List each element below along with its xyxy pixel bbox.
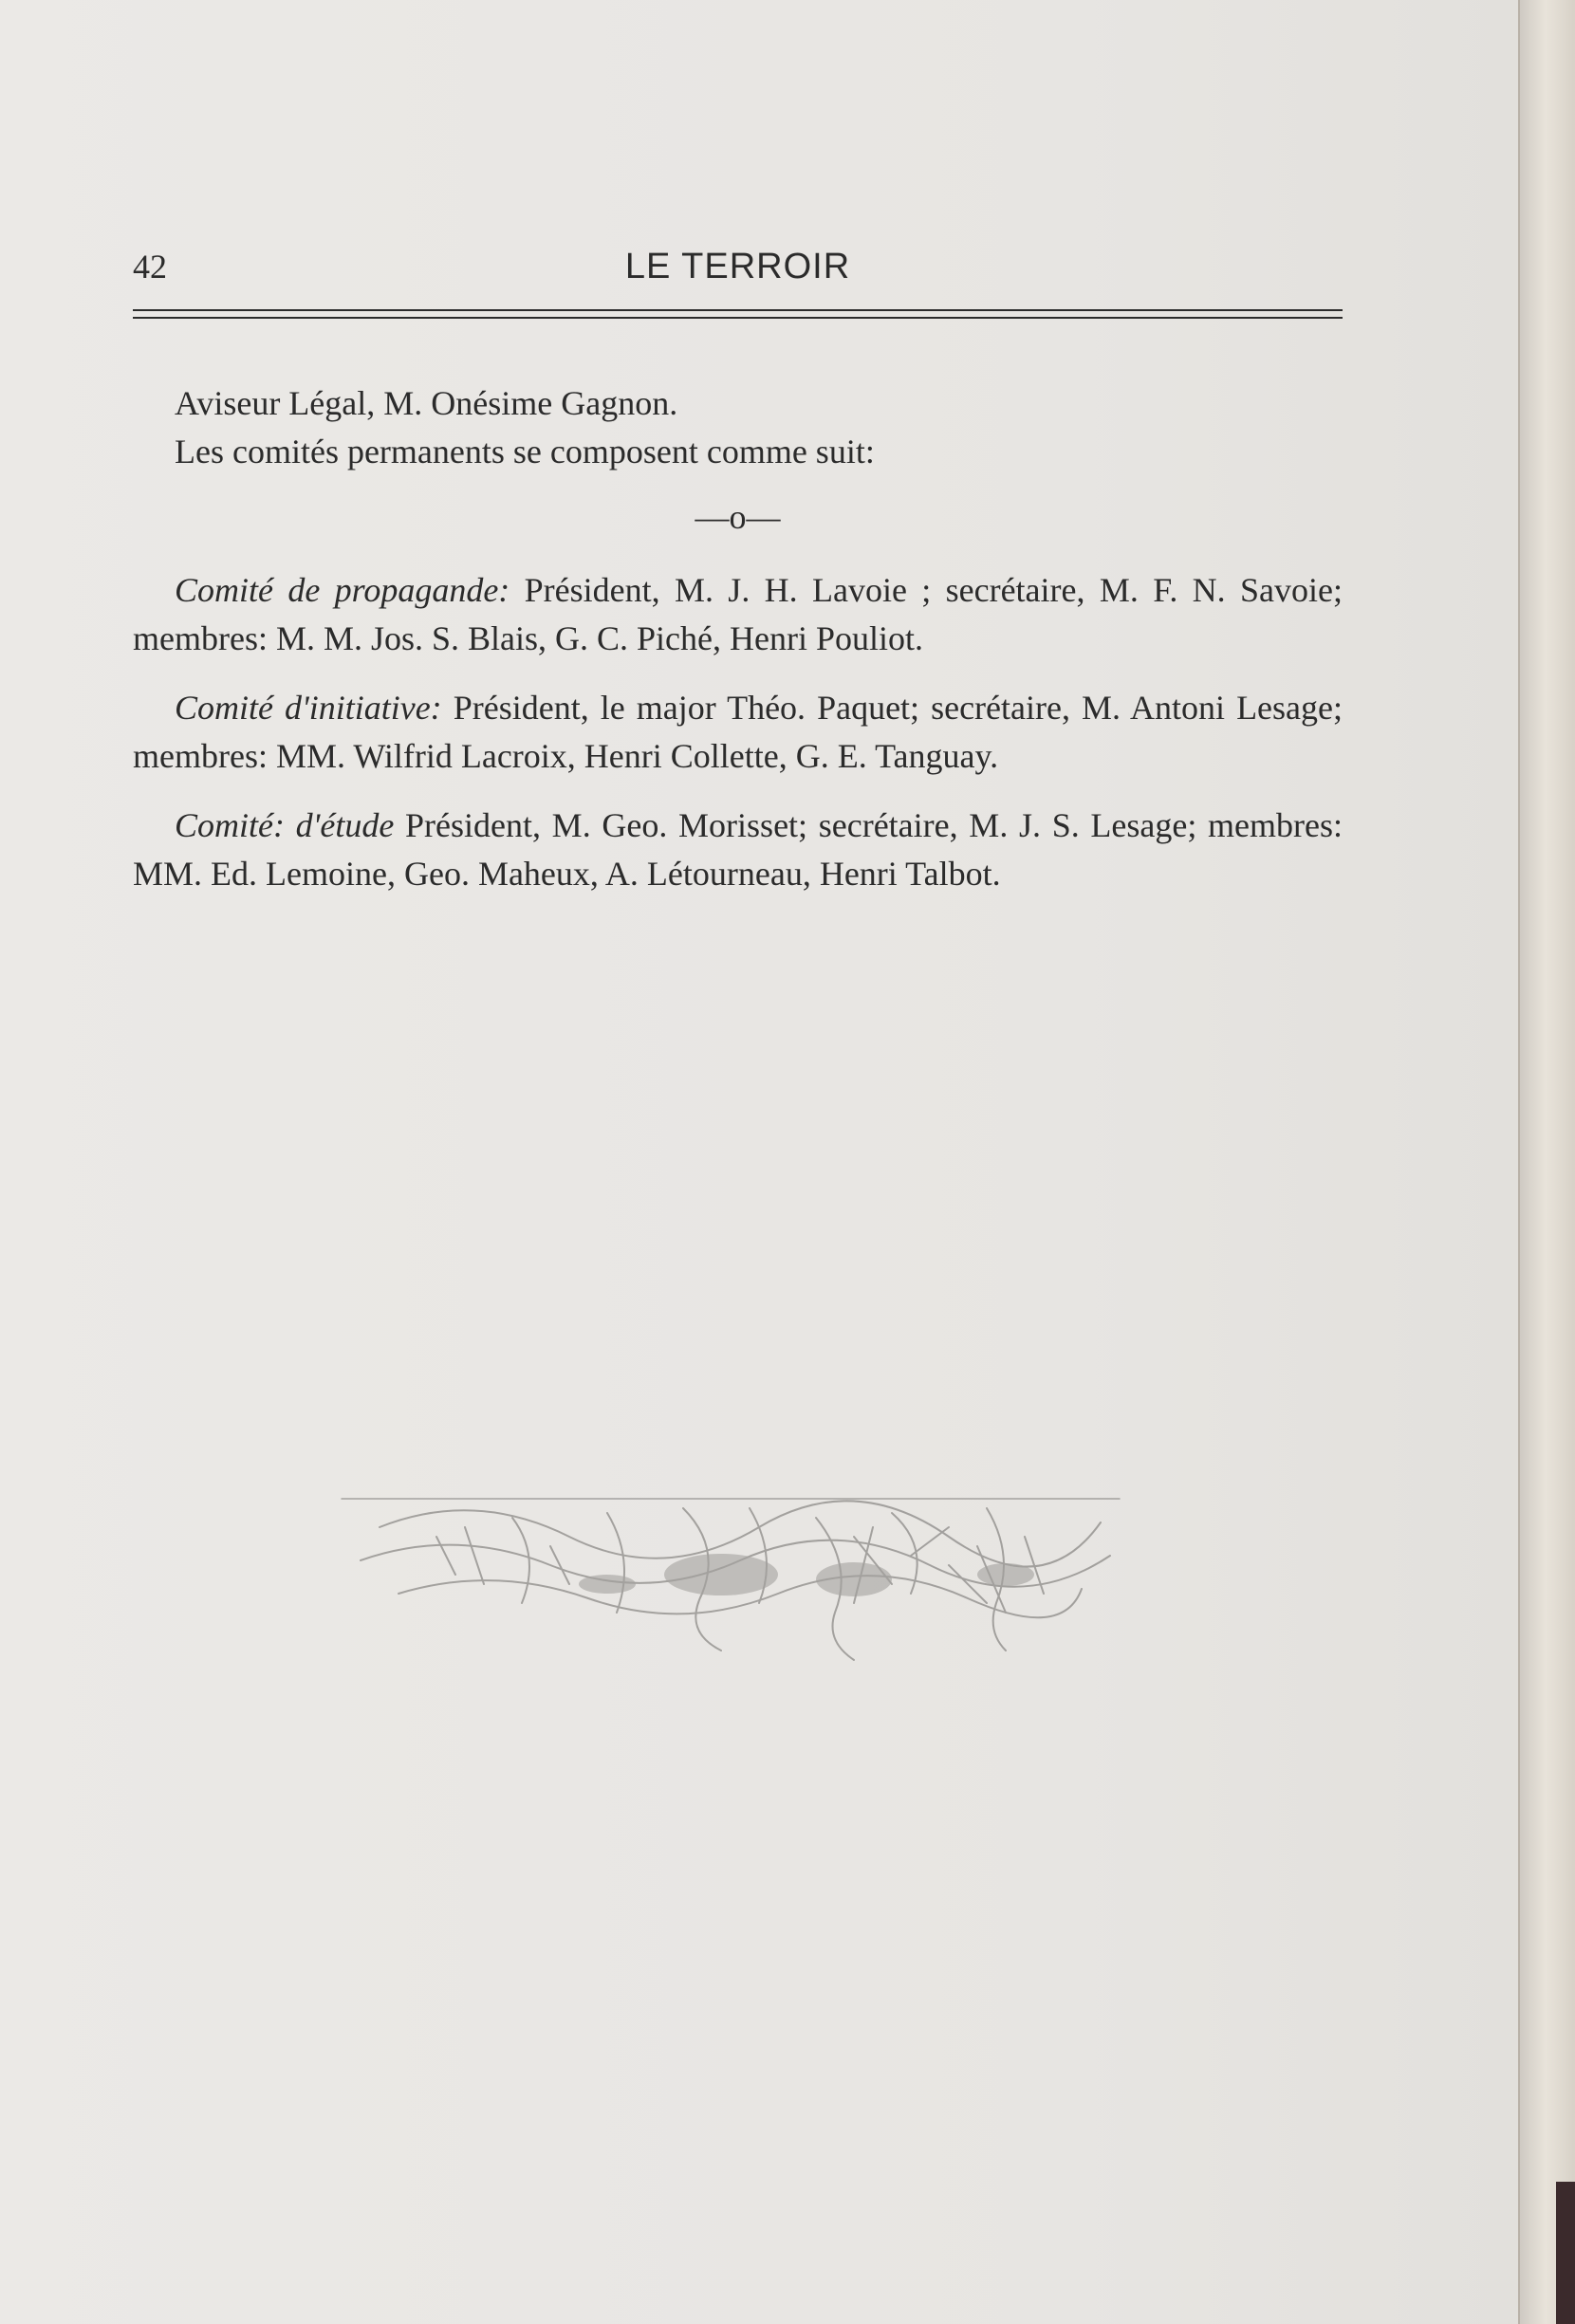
running-title: LE TERROIR (624, 247, 851, 286)
committee-name: Comité: d'étude (175, 806, 395, 844)
committee-initiative (133, 684, 1343, 781)
section-separator: —o— (695, 498, 781, 536)
floral-ornament-icon (323, 1470, 1139, 1669)
page-number: 42 (133, 248, 167, 286)
committee-members: Président, M. J. H. Lavoie ; secrétaire, M. F. N. Savoie; membres: M. M. Jos. S. Blais, G. C. Piché, Henri Pouliot. (133, 571, 1343, 657)
committee-members: Président, M. Geo. Morisset; secrétaire, M. J. S. Lesage; membres: MM. Ed. Lemoine, Geo. Maheux, A. Létourneau, Henri Talbot. (133, 806, 1343, 893)
running-head (133, 247, 1343, 294)
book-gutter (1518, 0, 1575, 2324)
committee-propagande (133, 566, 1343, 663)
legal-advisor-line: Aviseur Légal, M. Onésime Gagnon. (175, 384, 678, 422)
binding-edge (1556, 2182, 1575, 2324)
committee-name: Comité d'initiative: (175, 689, 442, 727)
header-double-rule (133, 309, 1343, 319)
body-text (133, 379, 1343, 919)
committee-name: Comité de propagande: (175, 571, 510, 609)
committees-intro-line: Les comités permanents se composent comme suit: (175, 433, 875, 470)
committee-members: Président, le major Théo. Paquet; secrétaire, M. Antoni Lesage; membres: MM. Wilfrid Lacroix, Henri Collette, G. E. Tanguay. (133, 689, 1343, 775)
committee-etude (133, 802, 1343, 898)
